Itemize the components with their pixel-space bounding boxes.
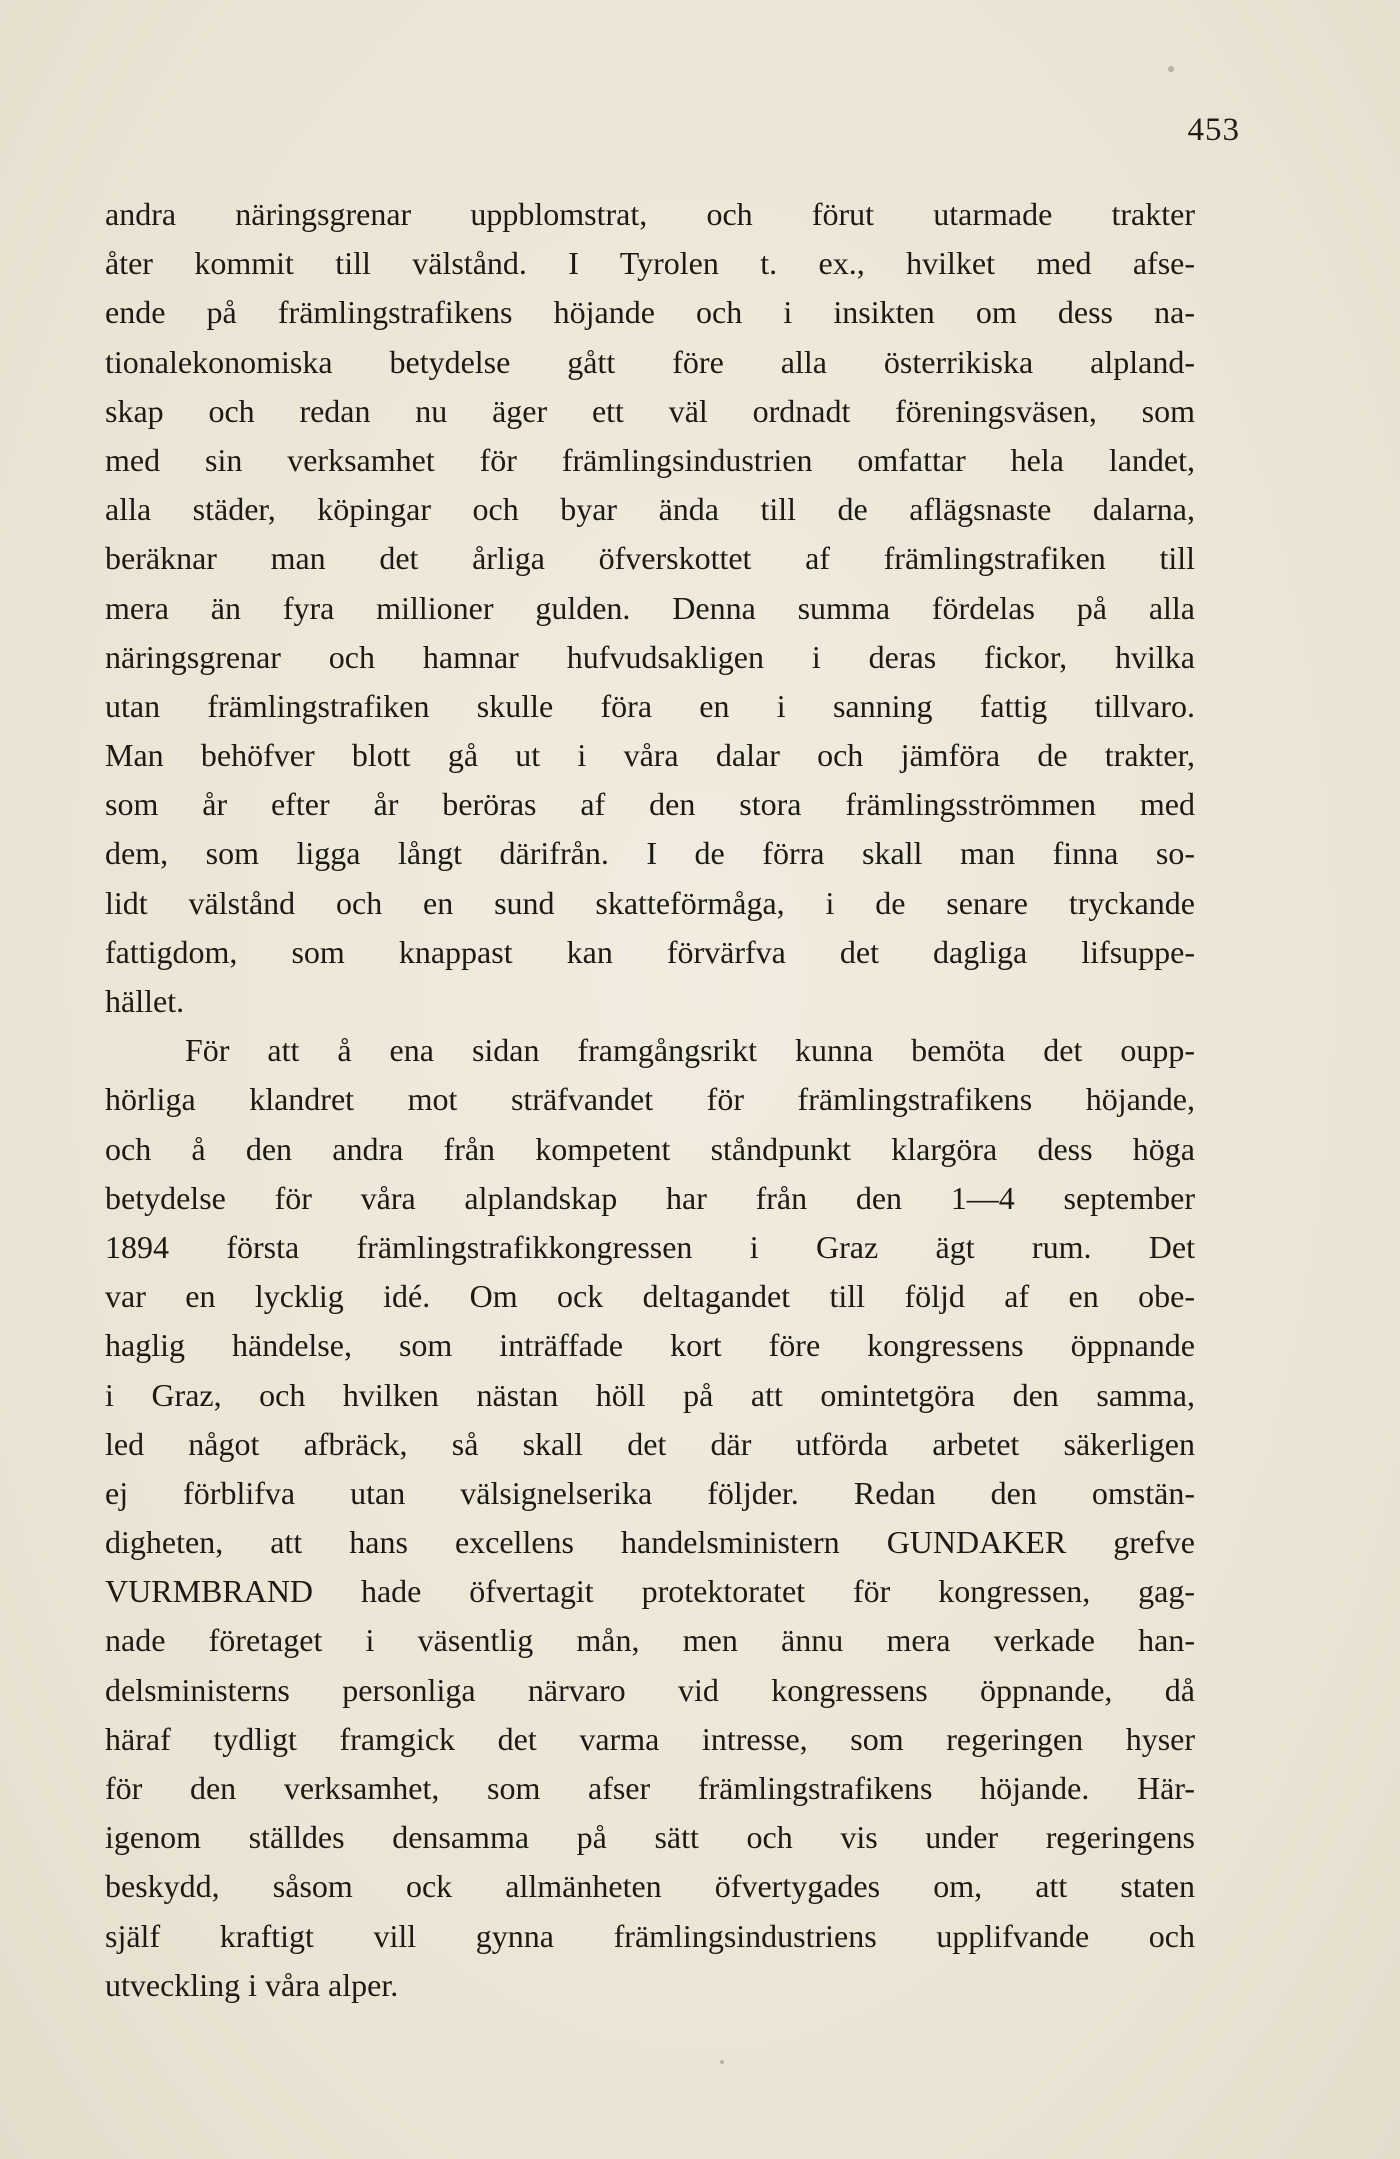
- text-line: 1894 första främlingstrafikkongressen i Graz ägt rum. Det: [105, 1228, 1195, 1265]
- text-line: delsministerns personliga närvaro vid kongressens öppnande, då: [105, 1671, 1195, 1708]
- text-line: själf kraftigt vill gynna främlingsindustriens upplifvande och: [105, 1917, 1195, 1954]
- paper-speck: [720, 2060, 724, 2064]
- text-line: som år efter år beröras af den stora främlingsströmmen med: [105, 786, 1195, 823]
- text-line: beskydd, såsom ock allmänheten öfvertygades om, att staten: [105, 1868, 1195, 1905]
- text-line: utveckling i våra alper.: [105, 1966, 399, 2003]
- text-line: hörliga klandret mot sträfvandet för främlingstrafikens höjande,: [105, 1081, 1195, 1118]
- text-line: med sin verksamhet för främlingsindustrien omfattar hela landet,: [105, 441, 1195, 478]
- text-line: var en lycklig idé. Om ock deltagandet till följd af en obe-: [105, 1278, 1195, 1315]
- text-line: VURMBRAND hade öfvertagit protektoratet för kongressen, gag-: [105, 1573, 1195, 1610]
- text-line: beräknar man det årliga öfverskottet af främlingstrafiken till: [105, 540, 1195, 577]
- body-text: [105, 190, 1195, 2010]
- text-line: alla städer, köpingar och byar ända till de aflägsnaste dalarna,: [105, 491, 1195, 528]
- text-line: För att å ena sidan framgångsrikt kunna bemöta det oupp-: [185, 1032, 1195, 1069]
- text-line: ej förblifva utan välsignelserika följder. Redan den omstän-: [105, 1474, 1195, 1511]
- text-line: hället.: [105, 983, 185, 1019]
- text-line: åter kommit till välstånd. I Tyrolen t. ex., hvilket med afse-: [105, 245, 1195, 282]
- text-line: i Graz, och hvilken nästan höll på att omintetgöra den samma,: [105, 1376, 1195, 1413]
- paragraph-1: [105, 190, 1195, 1026]
- text-line: fattigdom, som knappast kan förvärfva det dagliga lifsuppe-: [105, 933, 1195, 970]
- text-line: häraf tydligt framgick det varma intresse, som regeringen hyser: [105, 1720, 1195, 1757]
- text-line: betydelse för våra alplandskap har från den 1—4 september: [105, 1179, 1195, 1216]
- text-line: utan främlingstrafiken skulle föra en i sanning fattig tillvaro.: [105, 687, 1195, 724]
- text-line: igenom ställdes densamma på sätt och vis under regeringens: [105, 1819, 1195, 1856]
- page-number: 453: [1187, 112, 1240, 148]
- text-line: nade företaget i väsentlig mån, men ännu mera verkade han-: [105, 1622, 1195, 1659]
- text-line: digheten, att hans excellens handelsministern GUNDAKER grefve: [105, 1524, 1195, 1561]
- text-line: för den verksamhet, som afser främlingstrafikens höjande. Här-: [105, 1770, 1195, 1806]
- text-line: skap och redan nu äger ett väl ordnadt föreningsväsen, som: [105, 392, 1195, 429]
- text-line: haglig händelse, som inträffade kort före kongressens öppnande: [105, 1327, 1195, 1364]
- paper-speck: [1168, 66, 1174, 72]
- text-line: Man behöfver blott gå ut i våra dalar och jämföra de trakter,: [105, 737, 1195, 774]
- text-line: näringsgrenar och hamnar hufvudsakligen i deras fickor, hvilka: [105, 638, 1195, 675]
- paragraph-2: [105, 1026, 1195, 2010]
- text-line: ende på främlingstrafikens höjande och i insikten om dess na-: [105, 294, 1195, 331]
- text-line: andra näringsgrenar uppblomstrat, och förut utarmade trakter: [105, 196, 1195, 232]
- text-line: mera än fyra millioner gulden. Denna summa fördelas på alla: [105, 589, 1195, 626]
- text-line: lidt välstånd och en sund skatteförmåga, i de senare tryckande: [105, 884, 1195, 921]
- text-line: dem, som ligga långt därifrån. I de förra skall man finna so-: [105, 835, 1195, 872]
- text-line: led något afbräck, så skall det där utförda arbetet säkerligen: [105, 1425, 1195, 1462]
- text-line: tionalekonomiska betydelse gått före alla österrikiska alpland-: [105, 343, 1195, 380]
- text-line: och å den andra från kompetent ståndpunkt klargöra dess höga: [105, 1130, 1195, 1167]
